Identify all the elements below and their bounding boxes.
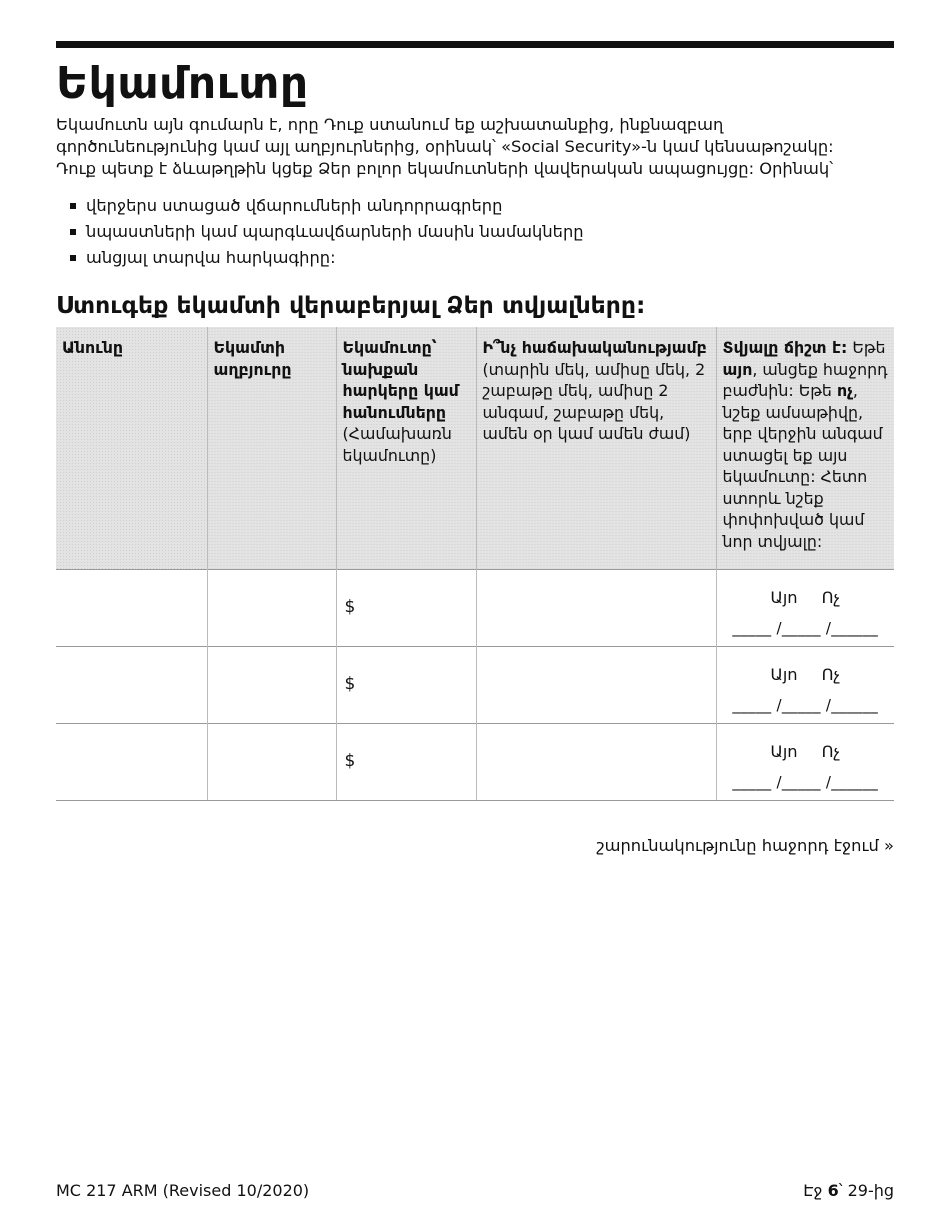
header-frequency xyxy=(476,327,716,569)
date-field[interactable]: _____ /_____ /______ xyxy=(732,772,879,791)
table-row xyxy=(56,569,894,646)
page-prefix: Էջ xyxy=(803,1181,823,1200)
header-name xyxy=(56,327,207,569)
name-cell[interactable] xyxy=(56,569,207,646)
frequency-cell[interactable] xyxy=(476,723,716,800)
no-option[interactable]: Ոչ xyxy=(821,664,841,684)
header-amount-note: (Համախառն եկամուտը) xyxy=(342,424,452,465)
proof-examples-list xyxy=(70,193,584,271)
no-option[interactable]: Ոչ xyxy=(821,587,841,607)
intro-line: Դուք պետք է ձևաթղթին կցեք Ձեր բոլոր եկամուտների վավերական ապացույցը: Օրինակ՝ xyxy=(56,159,834,178)
source-cell[interactable] xyxy=(207,569,336,646)
amount-cell[interactable]: $ xyxy=(336,646,476,723)
header-yes-word: այո xyxy=(722,359,753,379)
amount-cell[interactable]: $ xyxy=(336,723,476,800)
source-cell[interactable] xyxy=(207,723,336,800)
list-item: անցյալ տարվա հարկագիրը: xyxy=(70,245,584,271)
form-id: MC 217 ARM (Revised 10/2020) xyxy=(56,1181,310,1200)
yes-option[interactable]: Այո xyxy=(770,741,798,761)
page-suffix: ՝ 29-ից xyxy=(838,1181,894,1200)
amount-cell[interactable]: $ xyxy=(336,569,476,646)
page-title: Եկամուտը xyxy=(56,58,309,109)
source-cell[interactable] xyxy=(207,646,336,723)
header-yes-instruction: , անցեք հաջորդ բաժնին: xyxy=(722,359,888,400)
table-row xyxy=(56,723,894,800)
date-field[interactable]: _____ /_____ /______ xyxy=(732,695,879,714)
header-source-label: Եկամտի աղբյուրը xyxy=(213,338,292,379)
header-if-word: Եթե xyxy=(798,381,832,400)
header-frequency-note: (տարին մեկ, ամիսը մեկ, 2 շաբաթը մեկ, ամիսը 2 անգամ, շաբաթը մեկ, ամեն օր կամ ամեն ժամ) xyxy=(482,359,706,443)
header-no-instruction: , նշեք ամսաթիվը, երբ վերջին անգամ ստացել եք այս եկամուտը: Հետո ստորև նշեք փոփոխված կամ նոր տվյալը: xyxy=(722,381,883,551)
page-current: 6 xyxy=(827,1181,839,1200)
name-cell[interactable] xyxy=(56,646,207,723)
header-correct-label: Տվյալը ճիշտ է: xyxy=(722,338,848,357)
yes-option[interactable]: Այո xyxy=(770,587,798,607)
yes-option[interactable]: Այո xyxy=(770,664,798,684)
header-amount xyxy=(336,327,476,569)
header-correct xyxy=(716,327,894,569)
correct-cell xyxy=(716,569,894,646)
top-rule xyxy=(56,41,894,48)
no-option[interactable]: Ոչ xyxy=(821,741,841,761)
header-frequency-label: Ի՞նչ հաճախականությամբ xyxy=(482,338,707,357)
intro-line: գործունեությունից կամ այլ աղբյուրներից, օրինակ՝ «Social Security»-ն կամ կենսաթոշակը: xyxy=(56,137,834,156)
header-if-word: Եթե xyxy=(852,338,886,357)
list-item: վերջերս ստացած վճարումների անդորրագրերը xyxy=(70,193,584,219)
frequency-cell[interactable] xyxy=(476,646,716,723)
header-no-word: ոչ xyxy=(836,381,853,400)
frequency-cell[interactable] xyxy=(476,569,716,646)
correct-cell xyxy=(716,723,894,800)
date-field[interactable]: _____ /_____ /______ xyxy=(732,618,879,637)
table-header-row xyxy=(56,327,894,569)
income-table xyxy=(56,327,894,801)
intro-line: Եկամուտն այն գումարն է, որը Դուք ստանում եք աշխատանքից, ինքնազբաղ xyxy=(56,115,724,134)
table-row xyxy=(56,646,894,723)
page-number xyxy=(803,1181,894,1200)
header-amount-label: Եկամուտը՝ նախքան հարկերը կամ հանումները xyxy=(342,338,459,422)
section-heading: Ստուգեք եկամտի վերաբերյալ Ձեր տվյալները: xyxy=(56,291,646,319)
header-source xyxy=(207,327,336,569)
name-cell[interactable] xyxy=(56,723,207,800)
correct-cell xyxy=(716,646,894,723)
list-item: նպաստների կամ պարգևավճարների մասին նամակները xyxy=(70,219,584,245)
continued-note: շարունակությունը հաջորդ էջում » xyxy=(596,836,894,855)
header-name-label: Անունը xyxy=(62,338,124,357)
intro-paragraph xyxy=(56,114,906,180)
